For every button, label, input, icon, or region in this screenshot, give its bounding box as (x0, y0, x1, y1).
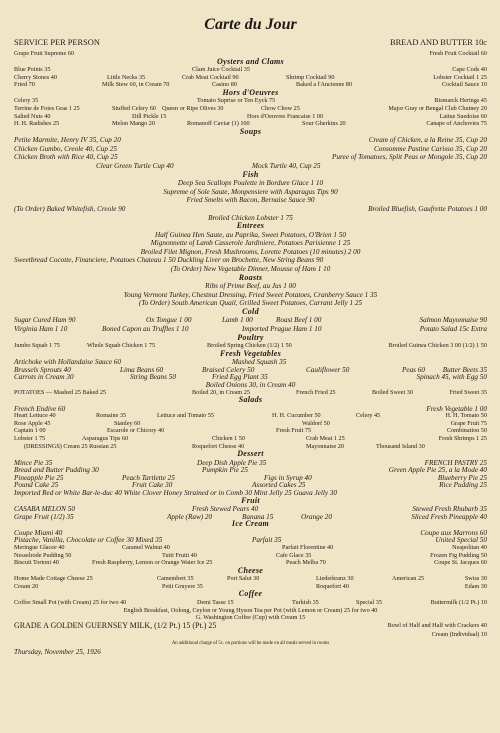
menu-item: Rice Pudding 25 (439, 481, 487, 490)
menu-line (14, 622, 487, 631)
menu-item: Fried Egg Plant 35 (212, 373, 268, 382)
menu-line (14, 412, 487, 420)
menu-title: Carte du Jour (204, 16, 297, 33)
menu-item: Terrine de Foies Gras 1 25 (14, 104, 80, 112)
menu-item: Cauliflower 50 (306, 365, 350, 374)
menu-item: Milk Stew 60, in Cream 70 (102, 81, 170, 89)
menu-item: Blue Points 35 (14, 66, 51, 74)
menu-item: Chicken 1 50 (212, 434, 245, 442)
section-heading: Hors d'Oeuvres (222, 87, 279, 97)
menu-item: French Fried 25 (296, 388, 336, 396)
menu-line (14, 196, 487, 205)
menu-line (14, 405, 487, 413)
menu-line (14, 583, 487, 591)
menu-line (14, 205, 487, 214)
menu-item: Tutti Fruiti 40 (162, 551, 197, 559)
menu-line (14, 113, 487, 121)
section-heading: Soups (239, 126, 262, 136)
menu-item: Fried 70 (14, 81, 35, 89)
menu-item: Imported Red or White Bar-le-duc 40 White Clover Honey Strained or in Comb 30 Mint Jelly 25 Guava Jelly 30 (14, 489, 338, 498)
menu-item: Broiled Spring Chicken (1/2) 1 50 (207, 342, 292, 350)
menu-line (14, 599, 487, 607)
section-heading: Entrees (236, 221, 265, 231)
menu-line (14, 239, 487, 248)
menu-item: Caramel Walnut 40 (122, 544, 170, 551)
menu-item: Sweetbread Cocotte, Financiere, Potatoes Chateau 1 50 Duckling Liver on Brochette, New String Beans 90 (14, 256, 324, 265)
menu-item: Whole Squab Chicken 1 75 (87, 342, 156, 350)
menu-item: Dill Pickle 15 (132, 112, 167, 120)
menu-item: Parfait 35 (252, 536, 282, 545)
menu-item: Spinach 45, with Egg 50 (416, 373, 487, 382)
menu-line (14, 105, 487, 113)
menu-item: Braised Celery 50 (202, 365, 255, 374)
service-label: SERVICE PER PERSON (14, 38, 100, 47)
menu-item: United Special 50 (435, 536, 487, 545)
menu-item: G. Washington Coffee (Cup) with Cream 15 (195, 614, 306, 622)
menu-item: Boiled Onions 30, in Cream 40 (205, 380, 296, 389)
menu-item: Sugar Cured Ham 90 (14, 316, 76, 325)
menu-line (14, 420, 487, 428)
menu-item: (To Order) New Vegetable Dinner, Mousse of Ham 1 10 (170, 264, 331, 273)
menu-line (14, 162, 487, 171)
menu-line (14, 505, 487, 513)
menu-item: Consomme Pastine Carisso 35, Cup 20 (373, 144, 487, 153)
menu-item: Broiled Bluefish, Gaufrette Potatoes 1 00 (368, 204, 487, 213)
menu-item: Laitue Suedoise 60 (439, 112, 487, 120)
menu-item: Grape Fruit 75 (450, 419, 487, 427)
menu-item: H. H. Radishes 25 (14, 120, 60, 128)
menu-item: Peas 60 (402, 365, 425, 374)
menu-item: Frozen Fig Pudding 50 (430, 551, 487, 559)
menu-line (14, 316, 487, 325)
menu-line (14, 435, 487, 443)
menu-item: Hors d'Oeuvres Francaise 1 00 (247, 112, 324, 120)
menu-line (14, 358, 487, 366)
menu-item: Grape Fruit Supreme 60 (14, 50, 74, 57)
menu-item: Coupe St. Jacques 60 (434, 559, 487, 567)
menu-item: Fresh Fruit Cocktail 60 (429, 50, 487, 57)
menu-item: Liederkranz 30 (316, 575, 354, 583)
menu-item: Edam 30 (464, 582, 487, 590)
menu-item: Ox Tongue 1 00 (146, 316, 192, 325)
menu-item: Figs in Syrup 40 (264, 473, 312, 482)
menu-item: Sour Gherkins 20 (302, 120, 346, 128)
menu-item: Mince Pie 35 (14, 458, 53, 467)
menu-item: English Breakfast, Oolong, Ceylon or Young Hyson Tea per Pot (with Lemon or Cream) 25 for two 40 (123, 606, 378, 614)
menu-item: POTATOES — Mashed 25 Baked 25 (14, 388, 107, 396)
menu-item: Chow Chow 25 (261, 104, 300, 112)
menu-item: Fresh Raspberry, Lemon or Orange Water Ice 25 (92, 559, 213, 567)
menu-line (14, 443, 487, 451)
menu-line (14, 120, 487, 128)
menu-item: Escarole or Chicory 40 (107, 427, 165, 435)
menu-line (14, 552, 487, 560)
menu-line (14, 214, 487, 223)
section-heading: Poultry (237, 332, 264, 342)
menu-line (14, 136, 487, 145)
menu-item: CASABA MELON 50 (14, 505, 75, 514)
menu-item: Chicken Gumbo, Creole 40, Cup 25 (14, 144, 117, 153)
menu-item: Clear Green Turtle Cup 40 (96, 162, 174, 171)
menu-item: Mock Turtle 40, Cup 25 (252, 162, 321, 171)
menu-item: Puree of Tomatoes, Split Peas or Mongole 35, Cup 20 (332, 153, 487, 162)
menu-line (14, 282, 487, 291)
menu-item: Young Vermont Turkey, Chestnut Dressing, Fried Sweet Potatoes, Cranberry Sauce 1 35 (123, 290, 378, 299)
menu-item: (To Order) Baked Whitefish, Creole 90 (14, 204, 126, 213)
menu-line (14, 325, 487, 334)
menu-item: American 25 (392, 575, 425, 583)
menu-line (14, 631, 487, 639)
menu-item: Special 35 (356, 598, 382, 606)
menu-item: Grape Fruit (1/2) 35 (14, 512, 74, 521)
menu-item: Pineapple Pie 25 (14, 473, 64, 482)
menu-item: Boiled 20, in Cream 25 (192, 388, 250, 396)
menu-item: GRADE A GOLDEN GUERNSEY MILK, (1/2 Pt.) 15 (Pt.) 25 (14, 620, 217, 630)
menu-item: Bread and Butter Pudding 30 (14, 466, 99, 475)
menu-item: Rose Apple 45 (14, 419, 51, 427)
menu-item: Crab Meat Cocktail 90 (182, 73, 239, 81)
menu-item: Cape Cods 40 (452, 66, 487, 74)
menu-item: Lamb 1 00 (222, 316, 253, 325)
menu-line (14, 248, 487, 257)
menu-item: Fruit Cake 30 (132, 481, 173, 490)
menu-item: Fresh Fruit 75 (276, 427, 312, 435)
section-heading: Fruit (241, 495, 260, 505)
section-heading: Roasts (238, 272, 263, 282)
menu-item: Neapolitan 40 (452, 544, 487, 551)
menu-line (14, 559, 487, 567)
menu-item: Lobster Cocktail 1 25 (433, 73, 487, 81)
menu-item: Butter Beets 35 (442, 365, 487, 374)
menu-item: Canape of Anchovies 75 (426, 120, 487, 128)
menu-item: Artichoke with Hollandaise Sauce 60 (14, 358, 121, 367)
menu-item: Green Apple Pie 25, a la Mode 40 (388, 466, 487, 475)
menu-item: Parfait Florentine 40 (282, 544, 334, 551)
menu-item: Apple (Raw) 20 (167, 512, 213, 521)
menu-line (14, 188, 487, 197)
menu-line (14, 231, 487, 240)
menu-item: Buttermilk (1/2 Pt.) 10 (430, 598, 487, 606)
menu-line (14, 342, 487, 350)
menu-item: Salmon Mayonnaise 90 (419, 316, 487, 325)
menu-line (14, 607, 487, 615)
menu-line (14, 256, 487, 265)
menu-item: Stanley 60 (114, 419, 141, 427)
menu-line (14, 153, 487, 162)
menu-item: Roquefort Cheese 40 (192, 442, 245, 450)
menu-line (14, 489, 487, 497)
menu-line (14, 373, 487, 381)
menu-item: Cafe Glace 35 (276, 551, 312, 559)
service-header (14, 36, 487, 50)
menu-item: Romaine 35 (96, 412, 127, 420)
menu-item: Fried Smelts with Bacon, Bernaise Sauce 90 (186, 196, 315, 205)
menu-item: Little Necks 35 (107, 73, 146, 81)
menu-line (14, 427, 487, 435)
room-service-note: An additional charge of 5c. on portions will be made on all meals served in rooms (171, 641, 330, 647)
menu-item: Baked a l'Ancienne 80 (296, 81, 352, 89)
menu-line (14, 481, 487, 489)
menu-item: Demi Tasse 15 (197, 598, 234, 606)
menu-item: Broiled Filet Mignon, Fresh Mushrooms, Lorette Potatoes (10 minutes) 2 00 (140, 247, 361, 256)
menu-item: Deep Sea Scallops Poulette in Bordure Glace 1 10 (177, 179, 324, 188)
menu-line (14, 459, 487, 467)
section-heading: Dessert (237, 449, 264, 459)
menu-line (14, 466, 487, 474)
menu-item: Celery 35 (14, 97, 39, 105)
menu-item: Crab Meat 1 25 (306, 434, 345, 442)
bread-label: BREAD AND BUTTER 10c (389, 38, 487, 47)
menu-item: Lima Beans 60 (120, 365, 164, 374)
menu-item: (DRESSINGS) Cream 25 Russian 25 (24, 442, 117, 450)
menu-line (14, 536, 487, 544)
menu-item: Mayonnaise 20 (306, 442, 344, 450)
section-heading: Fish (242, 169, 259, 179)
menu-item: Celery 45 (356, 412, 381, 420)
menu-line (14, 299, 487, 308)
menu-item: Cocktail Sauce 10 (441, 81, 487, 89)
menu-item: Pistache, Vanilla, Chocolate or Coffee 30 Mixed 35 (14, 536, 163, 545)
menu-item: Broiled Guinea Chicken 3 00 (1/2) 1 50 (388, 342, 487, 350)
menu-item: Cream (Individual) 10 (431, 630, 487, 638)
menu-item: Cream 20 (14, 582, 39, 590)
menu-item: Queen or Ripe Olives 30 (162, 104, 224, 112)
menu-item: Stewed Fresh Rhubarb 35 (412, 505, 487, 514)
menu-line (14, 474, 487, 482)
menu-item: Home Made Cottage Cheese 25 (14, 575, 93, 583)
menu-item: Major Gray or Bengal Club Chutney 20 (388, 104, 487, 112)
menu-item: Lettuce and Tomato 55 (157, 412, 215, 420)
menu-item: Thousand Island 30 (376, 442, 425, 450)
menu-item: (To Order) South American Quail, Grilled Sweet Potatoes, Currant Jelly 1 25 (138, 299, 363, 308)
menu-item: Casino 80 (212, 81, 237, 89)
menu-item: Bismarck Herings 45 (434, 97, 487, 105)
menu-item: Supreme of Sole Saute, Monpensiere with Asparagus Tips 90 (163, 187, 338, 196)
menu-item: Boned Capon au Truffles 1 10 (102, 324, 189, 333)
menu-item: Virginia Ham 1 10 (14, 324, 68, 333)
menu-item: Ribs of Prime Beef, au Jus 1 00 (205, 282, 296, 291)
menu-item: Banana 15 (242, 512, 274, 521)
menu-item: Roquefort 40 (316, 582, 349, 590)
menu-item: Sliced Fresh Pineapple 40 (411, 512, 487, 521)
menu-item: Broiled Chicken Lobster 1 75 (208, 213, 293, 222)
menu-item: H. H. Tomato 50 (445, 412, 487, 420)
menu-item: Coffee Small Pot (with Cream) 25 for two 40 (14, 598, 127, 606)
menu-item: Mashed Squash 35 (232, 358, 287, 367)
menu-item: Blueberry Pie 25 (437, 473, 487, 482)
menu-item: Waldorf 50 (302, 419, 330, 427)
menu-item: Deep Dish Apple Pie 35 (197, 458, 267, 467)
menu-line (14, 66, 487, 74)
menu-item: Fresh Stewed Pears 40 (192, 505, 259, 514)
menu-item: Boiled Sweet 30 (372, 388, 413, 396)
menu-line (14, 366, 487, 374)
menu-item: Chicken Broth with Rice 40, Cup 25 (14, 153, 118, 162)
menu-item: Heart Lettuce 40 (14, 412, 56, 420)
section-heading: Fresh Vegetables (219, 348, 282, 358)
menu-item: Clam Juice Cocktail 35 (192, 66, 250, 74)
menu-item: Camembert 35 (157, 575, 194, 583)
menu-line (14, 74, 487, 82)
menu-item: Brussels Sprouts 40 (14, 365, 71, 374)
menu-line (14, 381, 487, 389)
menu-line (14, 179, 487, 188)
menu-item: Petit Gruyere 35 (162, 582, 203, 590)
menu-line (14, 389, 487, 397)
menu-item: Fried Sweet 35 (449, 388, 487, 396)
menu-line (14, 529, 487, 537)
menu-item: Biscuit Tortoni 40 (14, 559, 59, 567)
menu-item: Lobster 1 75 (14, 434, 46, 442)
menu-item: Fresh Shrimps 1 25 (438, 434, 487, 442)
menu-line (14, 97, 487, 105)
menu-item: FRENCH PASTRY 25 (424, 458, 487, 467)
menu-item: Peach Melba 70 (286, 559, 326, 567)
menu-line (14, 50, 487, 58)
menu-date: Thursday, November 25, 1926 (14, 648, 101, 657)
section-heading: Coffee (238, 589, 263, 599)
menu-item: Petite Marmite, Henry IV 35, Cup 20 (14, 136, 121, 145)
menu-line (14, 81, 487, 89)
menu-item: Pound Cake 25 (14, 481, 59, 490)
menu-item: Bowl of Half and Half with Crackers 40 (387, 621, 487, 629)
menu-item: Imported Prague Ham 1 10 (242, 324, 322, 333)
menu-item: Stuffed Celery 60 (112, 104, 156, 112)
menu-item: Half Guinea Hen Saute, au Paprika, Sweet Potatoes, O'Brien 1 50 (155, 230, 346, 239)
menu-line (14, 265, 487, 274)
menu-item: Orange 20 (301, 512, 332, 521)
menu-item: Cherry Stones 40 (14, 73, 57, 81)
menu-item: Turkish 35 (292, 598, 319, 606)
menu-item: Melon Mango 20 (112, 120, 155, 128)
menu-item: Fresh Vegetable 1 00 (426, 404, 487, 413)
menu-item: Meringue Glacee 40 (14, 544, 65, 551)
menu-item: Carrots in Cream 30 (14, 373, 74, 382)
menu-item: Tomato Suprise or Ten Eyck 75 (197, 97, 276, 105)
menu-item: Nesselrode Pudding 50 (14, 551, 72, 559)
menu-line (14, 145, 487, 154)
menu-item: Captain 1 00 (14, 427, 46, 435)
menu-line (14, 575, 487, 583)
menu-item: H. H. Cucumber 50 (272, 412, 321, 420)
menu-item: Cream of Chicken, a la Reine 35, Cup 20 (368, 136, 487, 145)
section-heading: Cheese (237, 565, 264, 575)
menu-item: Shrimp Cocktail 90 (286, 73, 335, 81)
menu-item: Port Salut 30 (227, 575, 260, 583)
menu-line (14, 544, 487, 552)
menu-item: Potato Salad 15c Extra (419, 324, 487, 333)
menu-item: French Endive 60 (14, 404, 66, 413)
menu-line (14, 291, 487, 300)
menu-item: Coupe Miami 40 (14, 528, 63, 537)
menu-item: Pumpkin Pie 25 (202, 466, 248, 475)
menu-line (14, 513, 487, 521)
menu-item: Swiss 30 (464, 575, 487, 583)
menu-item: Asparagus Tips 60 (82, 434, 129, 442)
menu-item: Combination 50 (446, 427, 487, 435)
menu-item: Jumbo Squab 1 75 (14, 342, 60, 350)
section-heading: Cold (242, 306, 259, 316)
menu-item: Roast Beef 1 00 (276, 316, 322, 325)
section-heading: Salads (238, 395, 263, 405)
menu-item: Peach Tartlette 25 (122, 473, 175, 482)
menu-item: Romanoff Caviar (1) 100 (187, 120, 250, 128)
menu-item: String Beans 50 (130, 373, 176, 382)
menu-item: Coupe aux Marrons 60 (420, 528, 487, 537)
menu-item: Mignonnette of Lamb Casserole Jardiniere, Potatoes Parisienne 1 25 (150, 239, 351, 248)
section-heading: Ice Cream (231, 519, 270, 529)
section-heading: Oysters and Clams (217, 56, 284, 66)
menu-item: Assorted Cakes 25 (252, 481, 306, 490)
menu-item: Salted Nuts 40 (14, 112, 51, 120)
